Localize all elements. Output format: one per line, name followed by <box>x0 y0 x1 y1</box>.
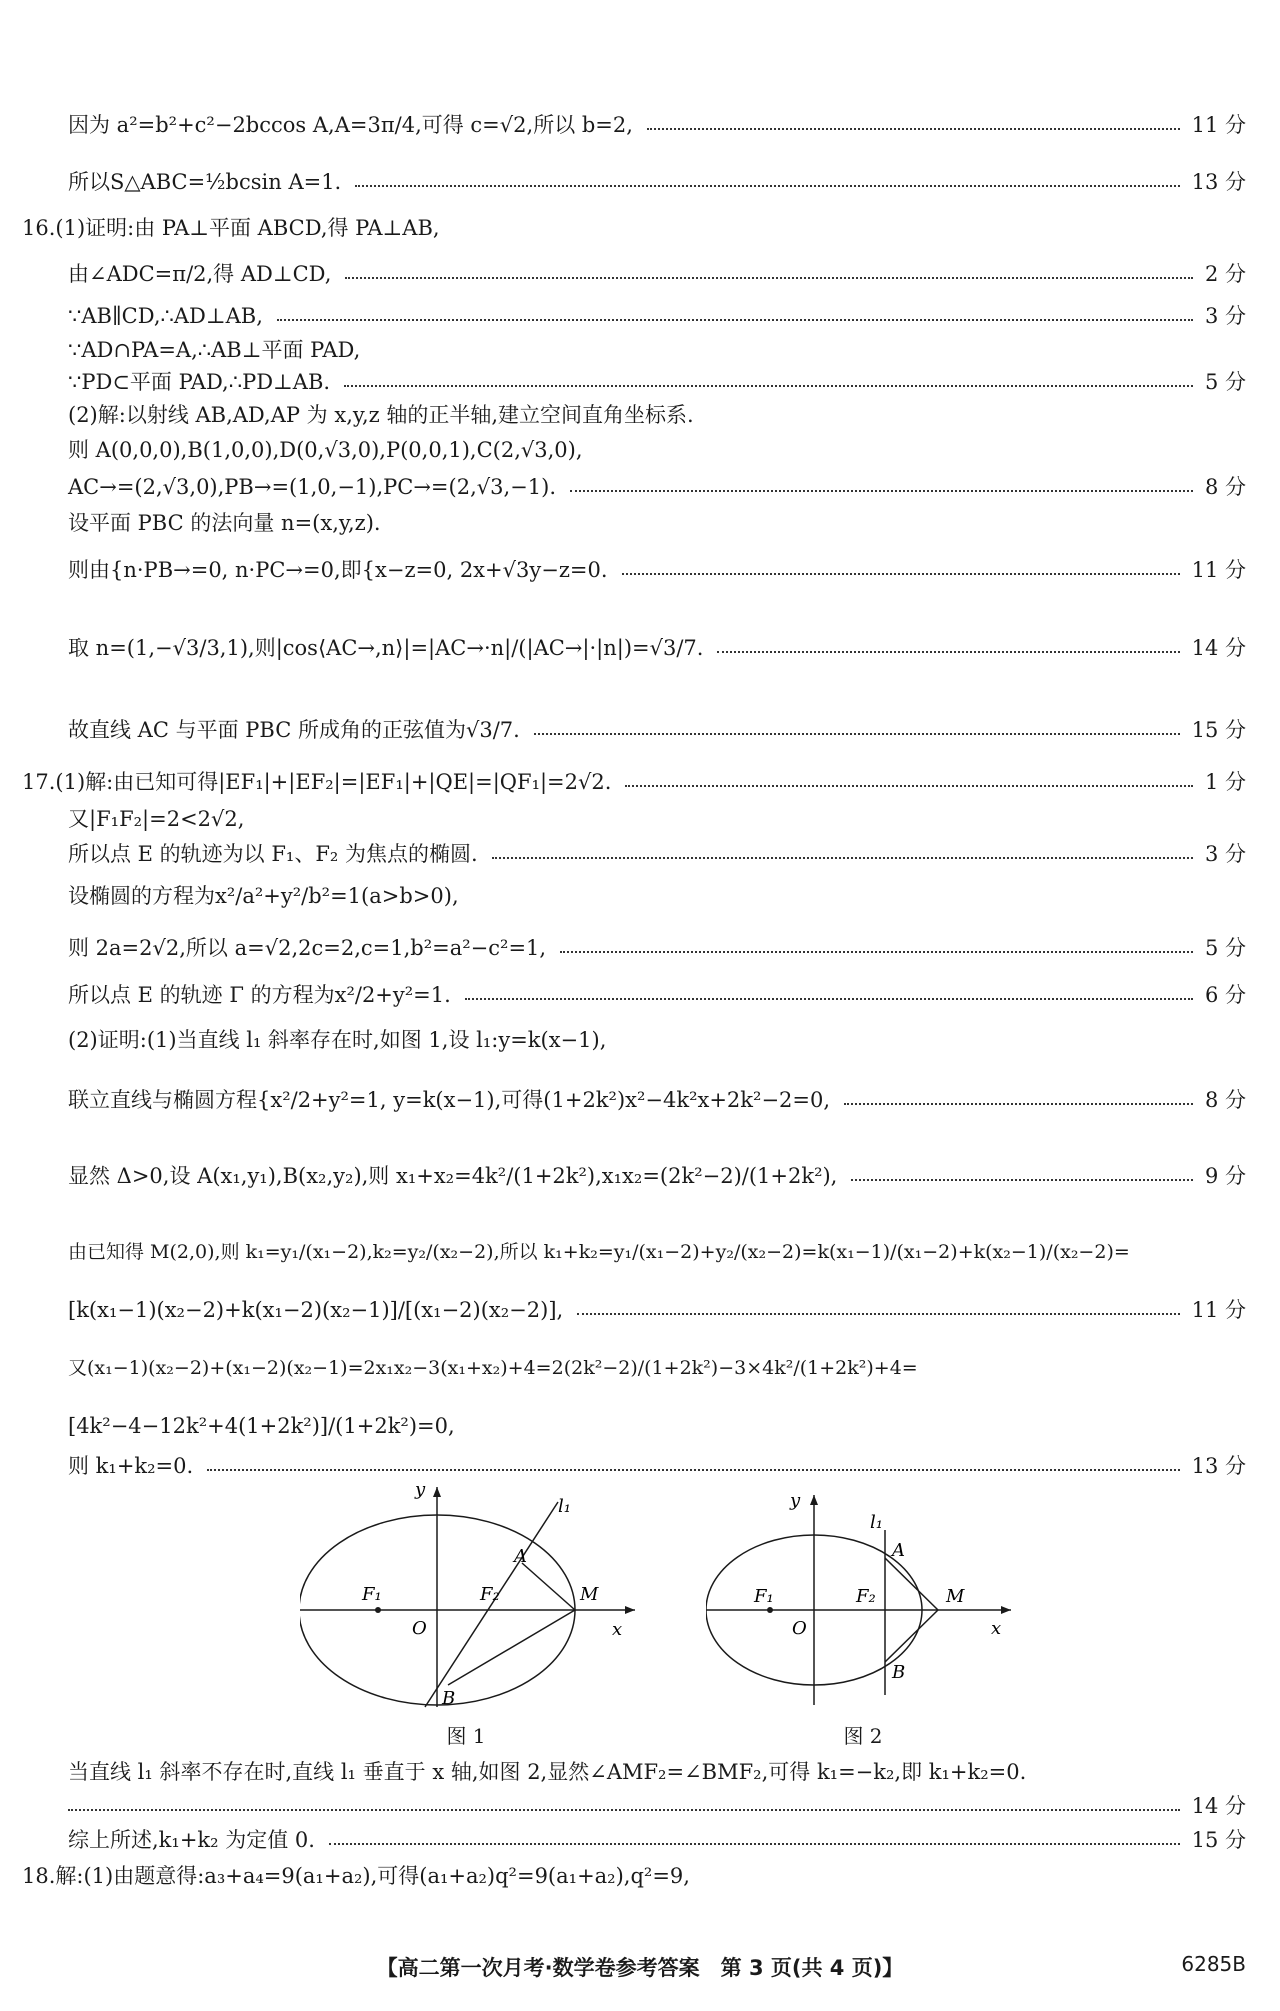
page-footer <box>0 1952 1280 1992</box>
line-text: 因为 a²=b²+c²−2bccos A,A=3π/4,可得 c=√2,所以 b=2, <box>68 113 633 137</box>
solution-line <box>68 1070 1246 1130</box>
score-label: 1 分 <box>1204 770 1246 794</box>
footer-code: 6285B <box>1181 1952 1246 1976</box>
label-f1: F₁ <box>754 1586 774 1607</box>
score-label: 13 分 <box>1191 1454 1246 1478</box>
leader-dots <box>570 490 1193 492</box>
line-text: 所以点 E 的轨迹为以 F₁、F₂ 为焦点的椭圆. <box>68 842 478 866</box>
solution-line <box>68 1280 1246 1340</box>
solution-line <box>68 467 1246 507</box>
line-text: ∵PD⊂平面 PAD,∴PD⊥AB. <box>68 370 331 394</box>
question-17-line <box>22 762 1246 802</box>
score-label: 5 分 <box>1204 936 1246 960</box>
line-text: [k(x₁−1)(x₂−2)+k(x₁−2)(x₂−1)]/[(x₁−2)(x₂−2)], <box>68 1298 564 1322</box>
leader-dots <box>68 1809 1180 1811</box>
label-x: x <box>991 1618 1002 1639</box>
leader-dots <box>277 319 1193 321</box>
line-text: 则 2a=2√2,所以 a=√2,2c=2,c=1,b²=a²−c²=1, <box>68 936 547 960</box>
segment-bm <box>885 1610 938 1662</box>
leader-dots <box>465 998 1193 1000</box>
line-text: 17.(1)解:由已知可得|EF₁|+|EF₂|=|EF₁|+|QE|=|QF₁|=2√2. <box>22 770 612 794</box>
solution-line <box>68 1222 1246 1282</box>
line-text: 故直线 AC 与平面 PBC 所成角的正弦值为√3/7. <box>68 718 520 742</box>
focus-f1-point <box>375 1607 381 1613</box>
figure-1-caption: 图 1 <box>446 1724 486 1748</box>
label-l1: l₁ <box>558 1496 571 1517</box>
solution-line <box>68 244 1246 304</box>
score-label: 3 分 <box>1204 842 1246 866</box>
line-text: 取 n=(1,−√3/3,1),则|cos⟨AC→,n⟩|=|AC→·n|/(|AC→|·|n|)=√3/7. <box>68 636 704 660</box>
score-label: 6 分 <box>1204 983 1246 1007</box>
label-y: y <box>415 1482 426 1500</box>
line-text: ∵AB∥CD,∴AD⊥AB, <box>68 304 263 328</box>
line-text: 综上所述,k₁+k₂ 为定值 0. <box>68 1828 315 1852</box>
label-o: O <box>412 1618 427 1639</box>
line-text: 又(x₁−1)(x₂−2)+(x₁−2)(x₂−1)=2x₁x₂−3(x₁+x₂)+4=2(2k²−2)/(1+2k²)−3×4k²/(1+2k²)+4= <box>68 1357 918 1379</box>
line-text: AC→=(2,√3,0),PB→=(1,0,−1),PC→=(2,√3,−1). <box>68 475 557 499</box>
line-text: 设椭圆的方程为x²/a²+y²/b²=1(a>b>0), <box>68 884 459 908</box>
label-f2: F₂ <box>480 1584 500 1605</box>
label-y: y <box>790 1490 801 1511</box>
line-text: ∵AD∩PA=A,∴AB⊥平面 PAD, <box>68 338 361 362</box>
leader-dots <box>647 128 1180 130</box>
line-text: 则 k₁+k₂=0. <box>68 1454 194 1478</box>
leader-dots <box>844 1103 1193 1105</box>
solution-line <box>68 928 1246 968</box>
leader-dots <box>207 1469 1179 1471</box>
line-text: 由已知得 M(2,0),则 k₁=y₁/(x₁−2),k₂=y₂/(x₂−2),所以 k₁+k₂=y₁/(x₁−2)+y₂/(x₂−2)=k(x₁−1)/(x₁−2)+k(x₂−1)/(x₂−2)= <box>68 1241 1130 1263</box>
line-text: 16.(1)证明:由 PA⊥平面 ABCD,得 PA⊥AB, <box>22 216 440 240</box>
solution-line <box>68 503 1246 543</box>
score-label: 15 分 <box>1191 718 1246 742</box>
line-text: 所以点 E 的轨迹 Γ 的方程为x²/2+y²=1. <box>68 983 451 1007</box>
label-a: A <box>892 1540 905 1561</box>
label-b: B <box>442 1688 456 1709</box>
solution-line <box>68 700 1246 760</box>
score-label: 2 分 <box>1204 262 1246 286</box>
figure-2-diagram <box>706 1490 1016 1710</box>
score-label: 11 分 <box>1191 558 1246 582</box>
leader-dots <box>329 1843 1180 1845</box>
footer-title: 【高二第一次月考·数学卷参考答案 第 3 页(共 4 页)】 <box>376 1956 904 1980</box>
focus-f1-point <box>767 1607 773 1613</box>
line-text: 由∠ADC=π/2,得 AD⊥CD, <box>68 262 332 286</box>
line-text: (2)证明:(1)当直线 l₁ 斜率存在时,如图 1,设 l₁:y=k(x−1), <box>68 1028 607 1052</box>
line-text: 显然 Δ>0,设 A(x₁,y₁),B(x₂,y₂),则 x₁+x₂=4k²/(1+2k²),x₁x₂=(2k²−2)/(1+2k²), <box>68 1164 838 1188</box>
line-text: 则 A(0,0,0),B(1,0,0),D(0,√3,0),P(0,0,1),C(2,√3,0), <box>68 438 583 462</box>
solution-line <box>68 1446 1246 1486</box>
label-m: M <box>580 1584 599 1605</box>
score-label: 11 分 <box>1191 1298 1246 1322</box>
solution-line <box>68 152 1246 212</box>
score-label: 14 分 <box>1191 1794 1246 1818</box>
label-l1: l₁ <box>870 1512 883 1533</box>
line-text: 则由{n·PB→=0, n·PC→=0,即{x−z=0, 2x+√3y−z=0. <box>68 558 608 582</box>
segment-am <box>885 1558 938 1610</box>
score-label: 9 分 <box>1204 1164 1246 1188</box>
line-text: [4k²−4−12k²+4(1+2k²)]/(1+2k²)=0, <box>68 1414 455 1438</box>
leader-dots <box>345 277 1193 279</box>
label-b: B <box>892 1662 906 1683</box>
label-m: M <box>946 1586 965 1607</box>
segment-bm <box>448 1610 575 1685</box>
leader-dots <box>492 857 1193 859</box>
solution-line <box>68 965 1246 1025</box>
figure-2-caption: 图 2 <box>843 1724 883 1748</box>
y-axis-arrow-icon <box>433 1487 441 1497</box>
label-o: O <box>792 1618 807 1639</box>
solution-line <box>68 866 1246 926</box>
score-label: 13 分 <box>1191 170 1246 194</box>
label-a: A <box>514 1546 527 1567</box>
line-text: 18.解:(1)由题意得:a₃+a₄=9(a₁+a₂),可得(a₁+a₂)q²=9(a₁+a₂),q²=9, <box>22 1864 690 1888</box>
line-text: 又|F₁F₂|=2<2√2, <box>68 807 245 831</box>
solution-line <box>68 395 1246 435</box>
leader-dots <box>560 951 1193 953</box>
leader-dots <box>344 385 1193 387</box>
leader-dots <box>534 733 1180 735</box>
leader-dots <box>851 1179 1193 1181</box>
line-text: 联立直线与椭圆方程{x²/2+y²=1, y=k(x−1),可得(1+2k²)x²−4k²x+2k²−2=0, <box>68 1088 831 1112</box>
question-16-line <box>22 208 1246 248</box>
leader-dots <box>622 573 1180 575</box>
score-label: 15 分 <box>1191 1828 1246 1852</box>
score-label: 3 分 <box>1204 304 1246 328</box>
solution-line <box>68 1338 1246 1398</box>
x-axis-arrow-icon <box>625 1606 635 1614</box>
label-f2: F₂ <box>856 1586 876 1607</box>
label-f1: F₁ <box>362 1584 382 1605</box>
score-label: 14 分 <box>1191 636 1246 660</box>
score-label: 11 分 <box>1191 113 1246 137</box>
leader-dots <box>355 185 1179 187</box>
leader-dots <box>625 785 1193 787</box>
segment-am <box>522 1563 575 1610</box>
score-label: 5 分 <box>1204 370 1246 394</box>
y-axis-arrow-icon <box>810 1495 818 1505</box>
solution-line <box>68 430 1246 470</box>
line-text: 设平面 PBC 的法向量 n=(x,y,z). <box>68 511 381 535</box>
figure-1-diagram <box>300 1482 640 1712</box>
x-axis-arrow-icon <box>1001 1606 1011 1614</box>
solution-line <box>68 618 1246 678</box>
solution-line <box>68 1146 1246 1206</box>
leader-dots <box>577 1313 1179 1315</box>
line-text: (2)解:以射线 AB,AD,AP 为 x,y,z 轴的正半轴,建立空间直角坐标系. <box>68 403 694 427</box>
solution-line <box>68 540 1246 600</box>
line-text: 所以S△ABC=½bcsin A=1. <box>68 170 342 194</box>
solution-line <box>68 799 1246 839</box>
solution-line <box>68 1020 1246 1060</box>
label-x: x <box>612 1619 623 1640</box>
line-text: 当直线 l₁ 斜率不存在时,直线 l₁ 垂直于 x 轴,如图 2,显然∠AMF₂=∠BMF₂,可得 k₁=−k₂,即 k₁+k₂=0. <box>68 1760 1027 1784</box>
solution-line <box>68 1820 1246 1860</box>
score-label: 8 分 <box>1204 475 1246 499</box>
score-label: 8 分 <box>1204 1088 1246 1112</box>
solution-line <box>68 95 1246 155</box>
leader-dots <box>717 651 1179 653</box>
question-18-line <box>22 1856 1246 1896</box>
